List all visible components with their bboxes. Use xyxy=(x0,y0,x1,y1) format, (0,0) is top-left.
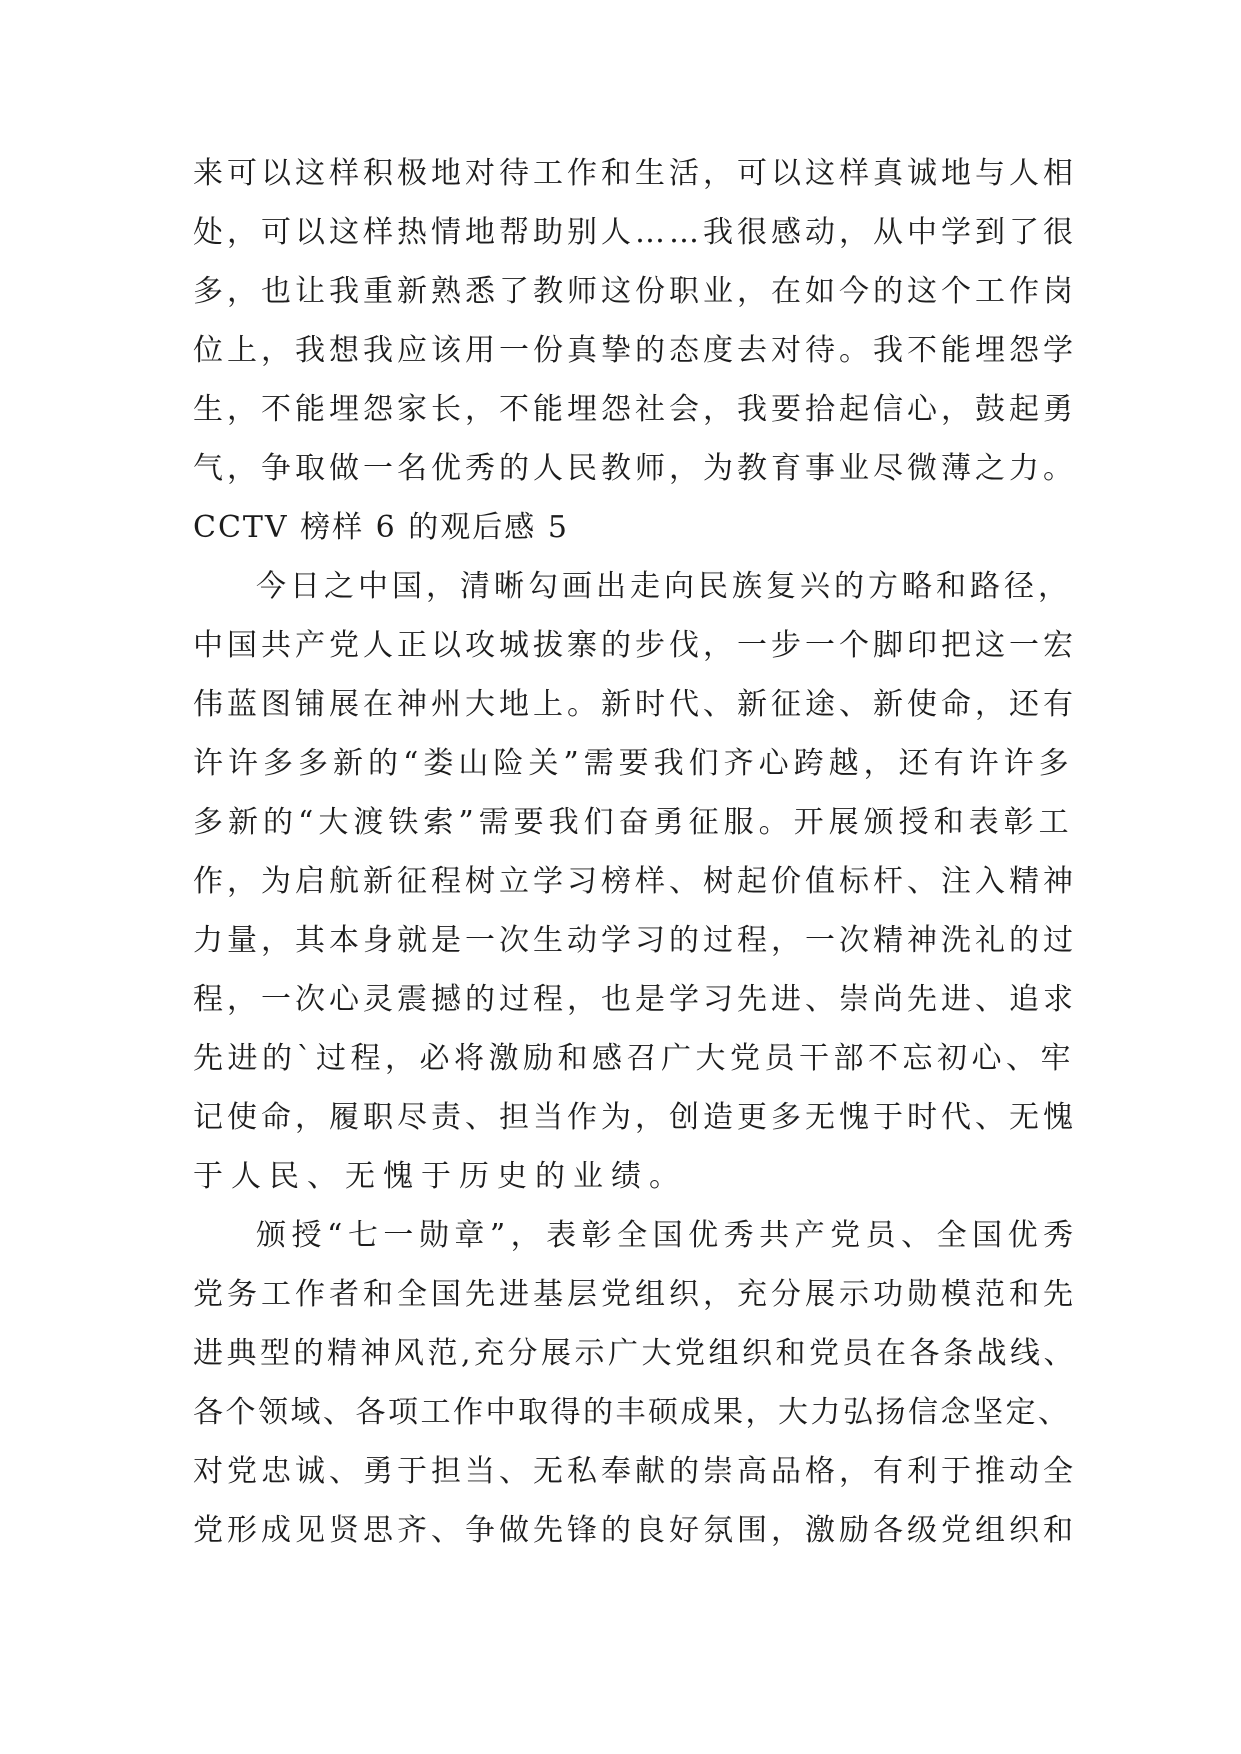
text-line: 中国共产党人正以攻城拔寨的步伐，一步一个脚印把这一宏 xyxy=(193,628,1077,663)
text-line: 记使命，履职尽责、担当作为，创造更多无愧于时代、无愧 xyxy=(193,1100,1077,1135)
section-heading: CCTV 榜样 6 的观后感 5 xyxy=(193,510,569,545)
text-line: 气，争取做一名优秀的人民教师，为教育事业尽微薄之力。 xyxy=(193,451,1077,486)
text-line: 先进的`过程，必将激励和感召广大党员干部不忘初心、牢 xyxy=(193,1041,1075,1076)
text-line: 多新的“大渡铁索”需要我们奋勇征服。开展颁授和表彰工 xyxy=(193,805,1074,840)
text-line: 程，一次心灵震撼的过程，也是学习先进、崇尚先进、追求 xyxy=(193,982,1077,1017)
text-line: 处，可以这样热情地帮助别人……我很感动，从中学到了很 xyxy=(193,215,1077,250)
text-line: 力量，其本身就是一次生动学习的过程，一次精神洗礼的过 xyxy=(193,923,1077,958)
text-line: 对党忠诚、勇于担当、无私奉献的崇高品格，有利于推动全 xyxy=(193,1454,1077,1489)
text-line: 党务工作者和全国先进基层党组织，充分展示功勋模范和先 xyxy=(193,1277,1077,1312)
text-line: 各个领域、各项工作中取得的丰硕成果，大力弘扬信念坚定、 xyxy=(193,1395,1071,1430)
text-line: 于人民、无愧于历史的业绩。 xyxy=(193,1159,687,1194)
text-line: 来可以这样积极地对待工作和生活，可以这样真诚地与人相 xyxy=(193,156,1077,191)
text-line: 进典型的精神风范,充分展示广大党组织和党员在各条战线、 xyxy=(193,1336,1078,1371)
text-line: 生，不能埋怨家长，不能埋怨社会，我要拾起信心，鼓起勇 xyxy=(193,392,1077,427)
text-line: 今日之中国，清晰勾画出走向民族复兴的方略和路径， xyxy=(256,569,1072,604)
text-line: 多，也让我重新熟悉了教师这份职业，在如今的这个工作岗 xyxy=(193,274,1077,309)
text-line: 作，为启航新征程树立学习榜样、树起价值标杆、注入精神 xyxy=(193,864,1077,899)
text-line: 颁授“七一勋章”，表彰全国优秀共产党员、全国优秀 xyxy=(256,1218,1079,1253)
text-line: 党形成见贤思齐、争做先锋的良好氛围，激励各级党组织和 xyxy=(193,1513,1077,1548)
text-line: 伟蓝图铺展在神州大地上。新时代、新征途、新使命，还有 xyxy=(193,687,1077,722)
text-line: 许许多多新的“娄山险关”需要我们齐心跨越，还有许许多 xyxy=(193,746,1074,781)
text-line: 位上，我想我应该用一份真挚的态度去对待。我不能埋怨学 xyxy=(193,333,1077,368)
